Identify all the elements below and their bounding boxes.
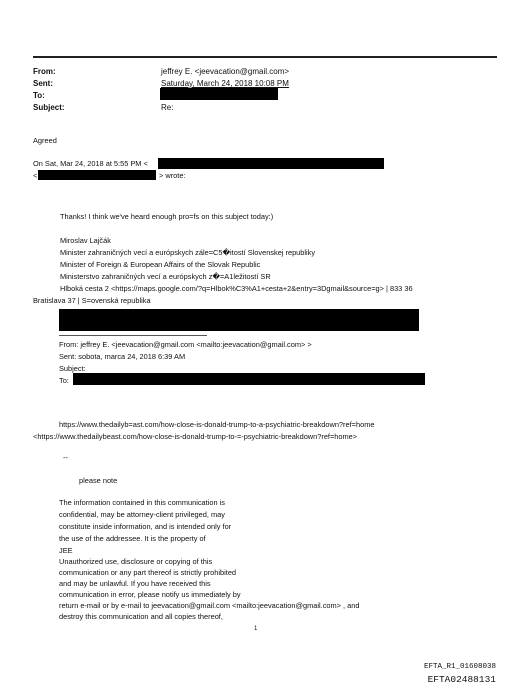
signature-line: Miroslav Lajčák xyxy=(60,236,111,245)
disclaimer-line: JEE xyxy=(59,546,73,555)
quoted-to: To: xyxy=(59,376,69,385)
signature-dashes: -- xyxy=(63,453,68,462)
subject-label: Subject: xyxy=(33,103,65,112)
sent-value: Saturday, March 24, 2018 10:08 PM xyxy=(161,79,289,88)
signature-line: Minister of Foreign & European Affairs of the Slovak Republic xyxy=(60,260,261,269)
quote-open-bracket: < xyxy=(33,171,38,180)
signature-line: Bratislava 37 | S=ovenská republika xyxy=(33,296,151,305)
redaction-to xyxy=(160,88,278,100)
disclaimer-line: communication in error, please notify us immediately by xyxy=(59,590,241,599)
signature-line: Ministerstvo zahraničných vecí a európskych z�=A1ležitostí SR xyxy=(60,272,271,281)
signature-line: Hlboká cesta 2 <https://maps.google.com/?q=Hlbok%C3%A1+cesta+2&entry=3Dgmail&source=g> | 833 36 xyxy=(60,284,413,293)
disclaimer-line: constitute inside information, and is intended only for xyxy=(59,522,232,531)
to-label: To: xyxy=(33,91,45,100)
redaction-sender-email xyxy=(38,170,156,180)
article-link: https://www.thedailyb=ast.com/how-close-is-donald-trump-to-a-psychiatric-breakdown?ref=home xyxy=(59,420,375,429)
disclaimer-line: return e-mail or by e-mail to jeevacation@gmail.com <mailto:jeevacation@gmail.com> , and xyxy=(59,601,360,610)
quote-wrote: > wrote: xyxy=(159,171,186,180)
from-label: From: xyxy=(33,67,56,76)
disclaimer-line: communication or any part thereof is strictly prohibited xyxy=(59,568,237,577)
please-note: please note xyxy=(79,476,118,485)
disclaimer-line: destroy this communication and all copies thereof, xyxy=(59,612,223,621)
disclaimer-line: and may be unlawful. If you have received this xyxy=(59,579,211,588)
quoted-from: From: jeffrey E. <jeevacation@gmail.com <mailto:jeevacation@gmail.com> > xyxy=(59,340,312,349)
footer-id-secondary: EFTA02488131 xyxy=(427,674,496,685)
footer-id-primary: EFTA_R1_01608038 xyxy=(423,663,496,671)
redaction-sender xyxy=(158,158,384,169)
quote-divider xyxy=(59,335,207,336)
sent-label: Sent: xyxy=(33,79,53,88)
redaction-quoted-to xyxy=(73,373,425,385)
redaction-signature-contact xyxy=(59,309,419,331)
page-number: 1 xyxy=(254,626,258,632)
disclaimer-line: confidential, may be attorney-client privileged, may xyxy=(59,510,225,519)
disclaimer-line: Unauthorized use, disclosure or copying of this xyxy=(59,557,213,566)
from-value: jeffrey E. <jeevacation@gmail.com> xyxy=(161,67,290,76)
article-link-bracketed: <https://www.thedailybeast.com/how-close-is-donald-trump-to-=-psychiatric-breakdown?ref=home> xyxy=(33,432,358,441)
reply-thanks: Thanks! I think we've heard enough pro=fs on this subject today:) xyxy=(60,212,274,221)
quoted-sent: Sent: sobota, marca 24, 2018 6:39 AM xyxy=(59,352,186,361)
disclaimer-line: The information contained in this communication is xyxy=(59,498,225,507)
disclaimer-line: the use of the addressee. It is the property of xyxy=(59,534,206,543)
body-agreed: Agreed xyxy=(33,136,57,145)
quoted-subject: Subject: xyxy=(59,364,86,373)
header-rule xyxy=(33,56,497,58)
signature-line: Minister zahraničných vecí a európskych zále=C5�itostí Slovenskej republiky xyxy=(60,248,316,257)
quote-intro: On Sat, Mar 24, 2018 at 5:55 PM < xyxy=(33,159,148,168)
subject-value: Re: xyxy=(161,103,174,112)
